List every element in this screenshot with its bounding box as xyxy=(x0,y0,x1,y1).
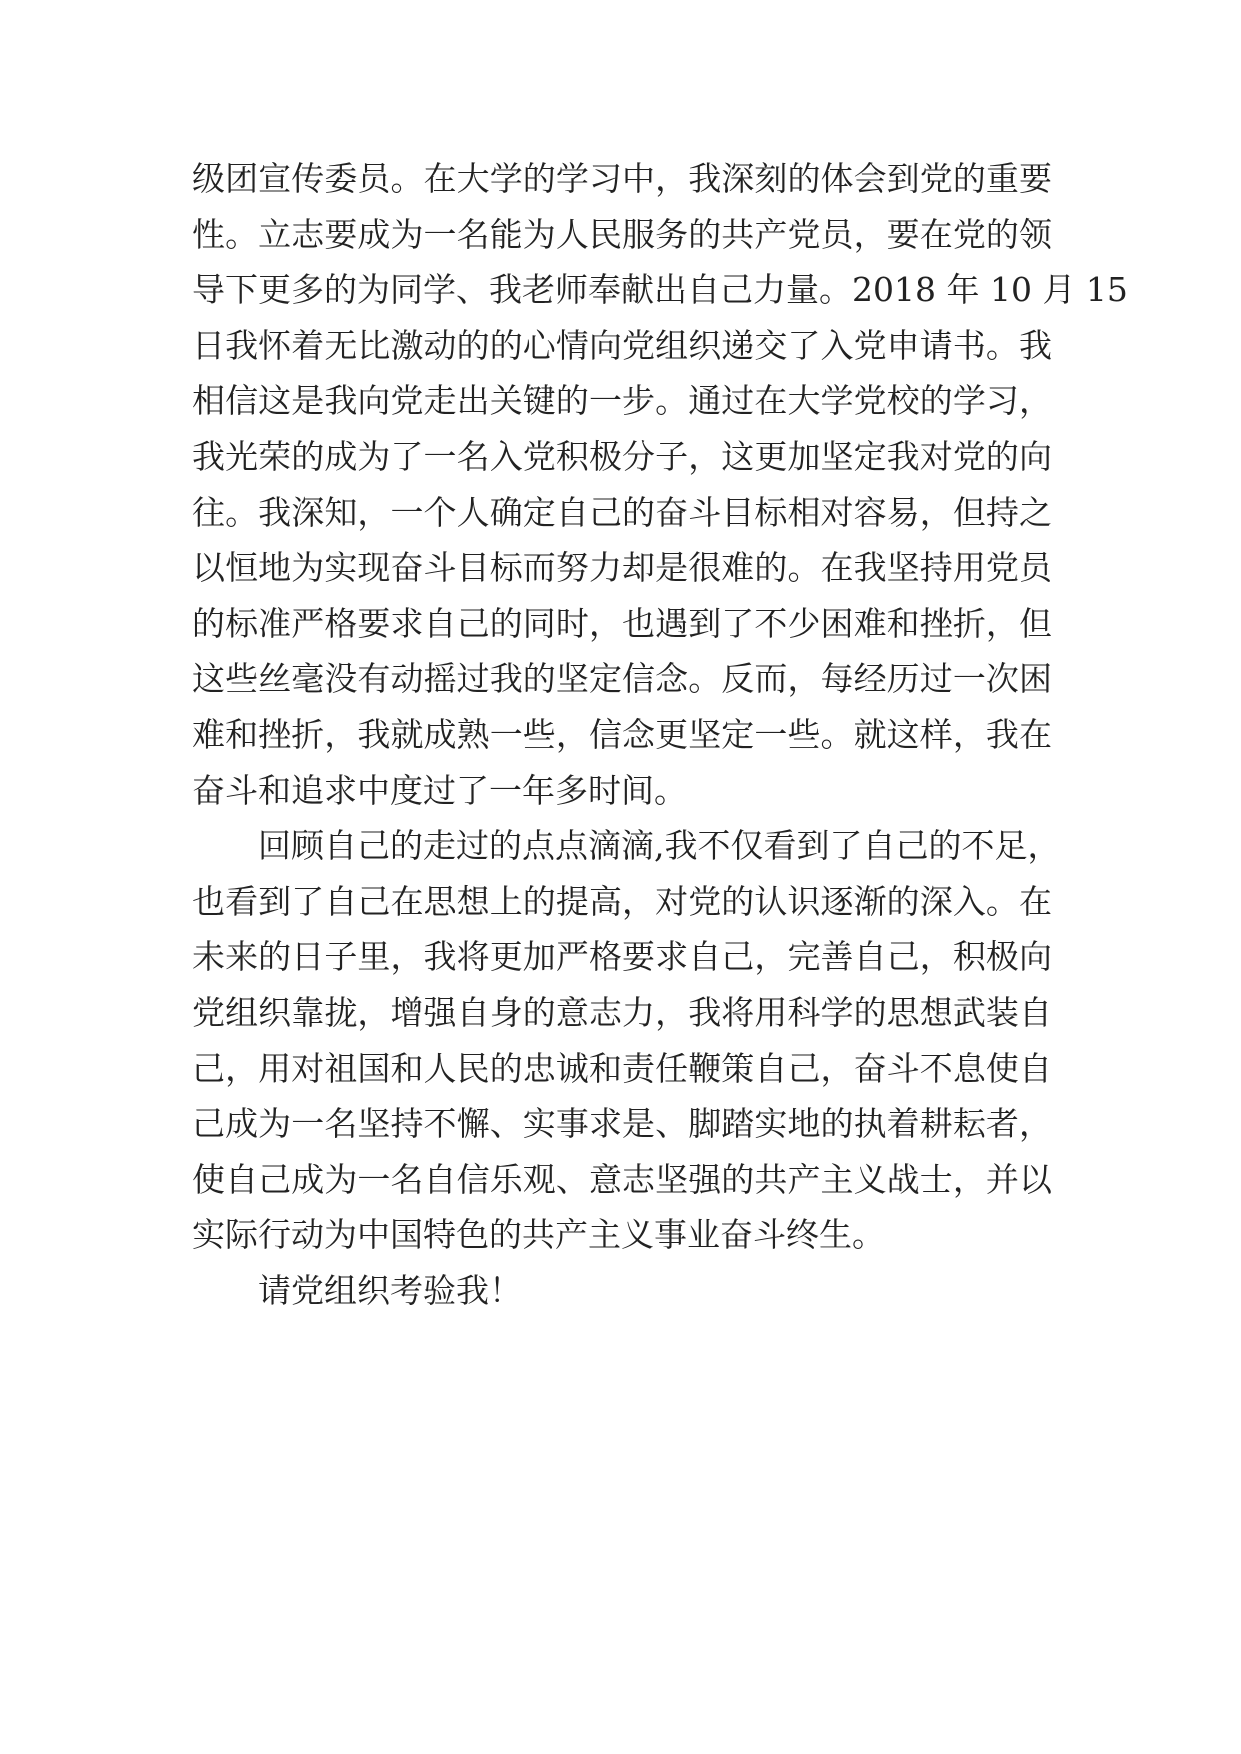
text-line: 使自己成为一名自信乐观、意志坚强的共产主义战士，并以 xyxy=(192,1159,1052,1199)
text-line: 级团宣传委员。在大学的学习中，我深刻的体会到党的重要 xyxy=(192,159,1052,198)
text-line: 日我怀着无比激动的的心情向党组织递交了入党申请书。我 xyxy=(192,325,1052,365)
text-line: 相信这是我向党走出关键的一步。通过在大学党校的学习， xyxy=(192,381,1052,421)
text-line: 以恒地为实现奋斗目标而努力却是很难的。在我坚持用党员 xyxy=(192,548,1052,588)
text-line: 党组织靠拢，增强自身的意志力，我将用科学的思想武装自 xyxy=(192,992,1052,1032)
text-line: 难和挫折，我就成熟一些，信念更坚定一些。就这样，我在 xyxy=(192,714,1052,754)
text-line: 奋斗和追求中度过了一年多时间。 xyxy=(192,770,687,810)
text-line: 我光荣的成为了一名入党积极分子，这更加坚定我对党的向 xyxy=(192,436,1052,476)
paragraph-1 xyxy=(192,151,1128,818)
text-line: 往。我深知，一个人确定自己的奋斗目标相对容易，但持之 xyxy=(192,492,1052,532)
text-line: 己成为一名坚持不懈、实事求是、脚踏实地的执着耕耘者， xyxy=(192,1104,1052,1144)
text-line: 性。立志要成为一名能为人民服务的共产党员，要在党的领 xyxy=(192,214,1052,254)
text-line: 的标准严格要求自己的同时，也遇到了不少困难和挫折，但 xyxy=(192,603,1052,643)
closing-line: 请党组织考验我！ xyxy=(258,1270,522,1310)
text-line: 未来的日子里，我将更加严格要求自己，完善自己，积极向 xyxy=(192,937,1052,977)
text-line: 也看到了自己在思想上的提高，对党的认识逐渐的深入。在 xyxy=(192,881,1052,921)
paragraph-3 xyxy=(192,1263,1052,1319)
text-line: 导下更多的为同学、我老师奉献出自己力量。2018 年 10 月 15 xyxy=(192,270,1128,310)
text-line: 己，用对祖国和人民的忠诚和责任鞭策自己，奋斗不息使自 xyxy=(192,1048,1052,1088)
text-line: 实际行动为中国特色的共产主义事业奋斗终生。 xyxy=(192,1215,885,1255)
text-line: 这些丝毫没有动摇过我的坚定信念。反而，每经历过一次困 xyxy=(192,659,1052,699)
text-line: 回顾自己的走过的点点滴滴,我不仅看到了自己的不足， xyxy=(258,826,1061,866)
paragraph-2 xyxy=(192,818,1061,1263)
document-body xyxy=(192,151,1128,1318)
